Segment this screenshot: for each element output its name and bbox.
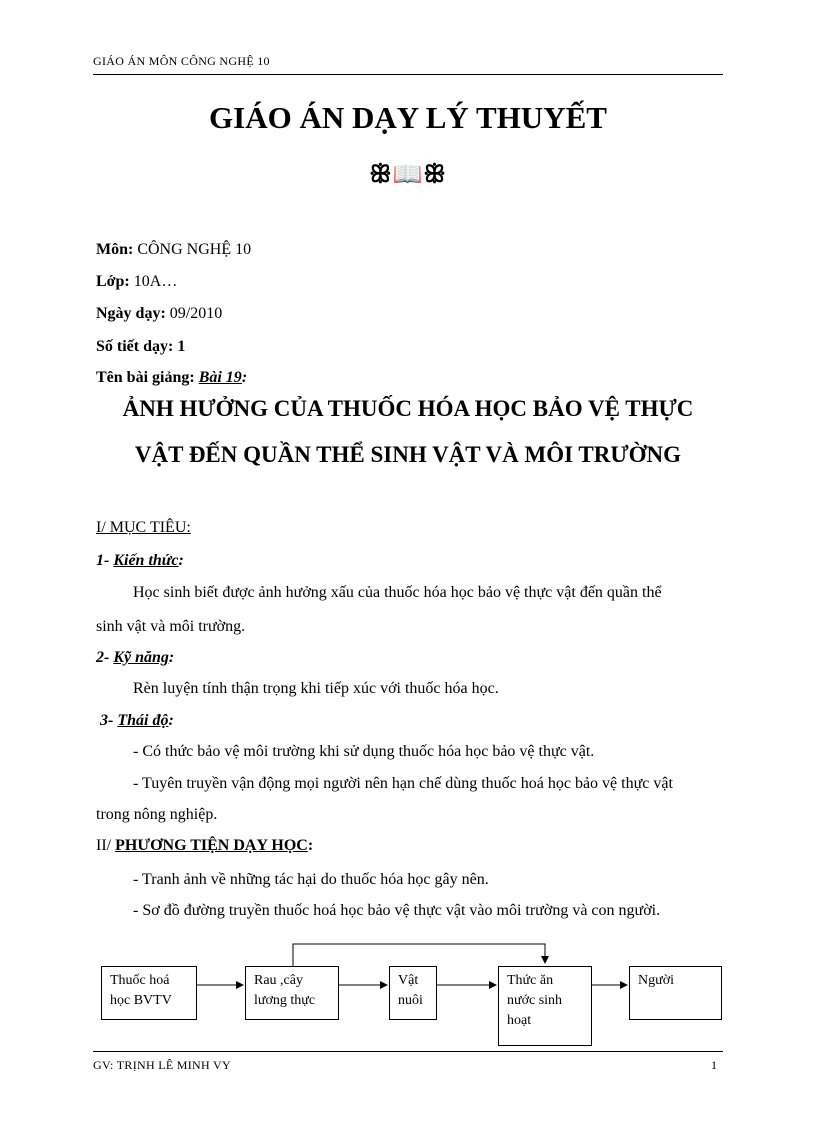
attitude-text-1: - Có thức bảo vệ môi trường khi sử dụng thuốc hóa học bảo vệ thực vật.: [133, 743, 595, 760]
class-value: 10A…: [133, 273, 178, 290]
section2-colon: :: [307, 837, 314, 854]
knowledge-num: 1-: [96, 552, 114, 569]
lesson-label: Tên bài giảng:: [96, 369, 195, 386]
subject-label: Môn:: [96, 241, 134, 258]
page-number: 1: [711, 1058, 718, 1072]
flow-box-food-water: Thức ăn nước sinh hoạt: [498, 966, 592, 1046]
ornament-text: ꕥ📖ꕥ: [369, 162, 447, 188]
section2-title: PHƯƠNG TIỆN DẠY HỌC: [115, 837, 308, 854]
flow-box-pesticide: Thuốc hoá học BVTV: [101, 966, 197, 1020]
knowledge-label: Kiến thức: [113, 552, 179, 569]
footer-rule: [93, 1051, 723, 1052]
attitude-colon: :: [168, 712, 174, 729]
date-label: Ngày dạy:: [96, 305, 166, 322]
running-header: GIÁO ÁN MÔN CÔNG NGHỆ 10: [93, 54, 270, 68]
knowledge-text-2: sinh vật và môi trường.: [96, 618, 246, 635]
flow-box-human: Người: [629, 966, 722, 1020]
attitude-label: Thái độ: [117, 712, 169, 729]
footer-author: GV: TRỊNH LÊ MINH VY: [93, 1058, 231, 1072]
page-title: GIÁO ÁN DẠY LÝ THUYẾT: [209, 100, 607, 135]
attitude-text-2: - Tuyên truyền vận động mọi người nên hạn chế dùng thuốc hoá học bảo vệ thực vật: [133, 775, 673, 792]
lesson-title-line2: VẬT ĐẾN QUẦN THỂ SINH VẬT VÀ MÔI TRƯỜNG: [134, 442, 682, 467]
knowledge-colon: :: [178, 552, 184, 569]
attitude-num: 3-: [100, 712, 118, 729]
knowledge-text-1: Học sinh biết được ảnh hưởng xấu của thuốc hóa học bảo vệ thực vật đến quần thể: [133, 584, 662, 601]
lesson-title-line1: ẢNH HƯỞNG CỦA THUỐC HÓA HỌC BẢO VỆ THỰC: [122, 396, 694, 421]
flow-box-livestock: Vật nuôi: [389, 966, 437, 1020]
periods-value: 1: [177, 338, 186, 355]
periods-label: Số tiết dạy:: [96, 338, 174, 355]
lesson-colon: :: [241, 369, 248, 386]
attitude-text-3: trong nông nghiệp.: [96, 806, 218, 823]
section2-text-2: - Sơ đồ đường truyền thuốc hoá học bảo vệ thực vật vào môi trường và con người.: [133, 902, 661, 919]
flow-box-crops: Rau ,cây lương thực: [245, 966, 339, 1020]
skill-num: 2-: [96, 649, 114, 666]
date-value: 09/2010: [169, 305, 223, 322]
class-label: Lớp:: [96, 273, 130, 290]
skill-label: Kỹ năng: [113, 649, 169, 666]
section1-heading: I/ MỤC TIÊU:: [96, 519, 191, 536]
section2-text-1: - Tranh ảnh về những tác hại do thuốc hóa học gây nên.: [133, 871, 489, 888]
subject-value: CÔNG NGHỆ 10: [137, 241, 252, 258]
arrow-2-4-bypass: [293, 944, 545, 966]
lesson-value: Bài 19: [198, 369, 242, 386]
section2-prefix: II/: [96, 837, 116, 854]
skill-colon: :: [168, 649, 175, 666]
skill-text: Rèn luyện tính thận trọng khi tiếp xúc với thuốc hóa học.: [133, 680, 499, 697]
